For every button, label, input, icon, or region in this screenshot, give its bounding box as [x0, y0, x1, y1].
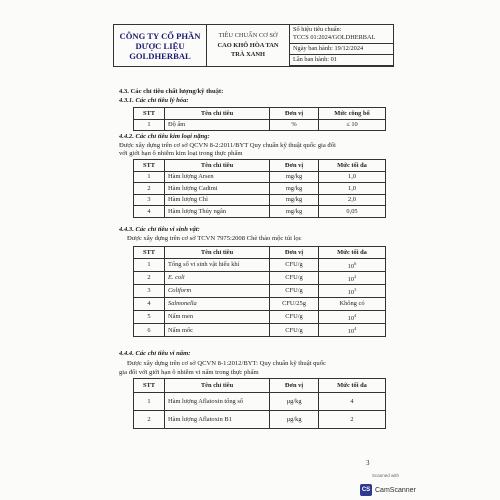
camscanner-logo-icon: CS: [360, 484, 372, 496]
table-row: 4 Hàm lượng Thủy ngân mg/kg 0,05: [134, 206, 386, 218]
table-header-row: STT Tên chỉ tiêu Đơn vị Mức tối đa: [134, 379, 386, 393]
microbiology-table: [133, 246, 386, 337]
table-row: 1 Hàm lượng Arsen mg/kg 1,0: [134, 171, 386, 183]
table-row: 4 Salmonella CFU/25g Không có: [134, 297, 386, 310]
document-title: TIÊU CHUẨN CƠ SỞ CAO KHÔ HÒA TAN TRÀ XANH: [207, 25, 290, 67]
table-row: 6 Nấm mốc CFU/g $10^4$: [134, 324, 386, 337]
table-header-row: STT Tên chỉ tiêu Đơn vị Mức công bố: [134, 108, 386, 120]
physicochemical-table: [133, 107, 386, 131]
section-4-4-3-paragraph: Được xây dựng trên cơ sở TCVN 7975:2008 Chè thảo mộc túi lọc: [127, 235, 302, 242]
section-4-4-4-heading: 4.4.4. Các chỉ tiêu vi nấm:: [119, 350, 191, 357]
section-4-4-4-paragraph: Được xây dựng trên cơ sở QCVN 8-1:2012/BYT: Quy chuẩn kỹ thuật quốc: [127, 360, 326, 367]
table-header-row: STT Tên chỉ tiêu Đơn vị Mức tối đa: [134, 247, 386, 259]
table-row: 2 Hàm lượng Cadimi mg/kg 1,0: [134, 183, 386, 195]
issue-date: Ngày ban hành: 19/12/2024: [290, 44, 394, 55]
section-4-4-2-paragraph: với giới hạn ô nhiễm kim loại trong thực phẩm: [119, 150, 243, 157]
section-4-4-2-paragraph: Được xây dựng trên cơ sở QCVN 8-2:2011/BYT Quy chuẩn kỹ thuật quốc gia đối: [119, 142, 336, 149]
table-row: 5 Nấm men CFU/g $10^4$: [134, 310, 386, 323]
document-header: [113, 24, 394, 67]
section-4-3-1-heading: 4.3.1. Các chỉ tiêu lý hóa:: [119, 97, 189, 104]
table-row: 1 Tổng số vi sinh vật hiếu khí CFU/g $10^6$: [134, 258, 386, 271]
table-row: 2 Hàm lượng Aflatoxin B1 µg/kg 2: [134, 411, 386, 429]
section-4-4-4-paragraph: gia đối với giới hạn ô nhiễm vi nấm trong thực phẩm: [119, 369, 259, 376]
issue-number: Lần ban hành: 01: [290, 55, 394, 66]
standard-code: Số hiệu tiêu chuẩn: TCCS 01:2024/GOLDHERBAL: [290, 25, 394, 44]
table-row: 1 Hàm lượng Aflatoxin tổng số µg/kg 4: [134, 393, 386, 411]
table-row: 3 Coliform CFU/g $10^3$: [134, 284, 386, 297]
page-number: 3: [366, 459, 370, 467]
heavy-metals-table: [133, 159, 386, 218]
section-4-4-3-heading: 4.4.3. Các chỉ tiêu vi sinh vật:: [119, 226, 200, 233]
mycotoxin-table: [133, 378, 386, 429]
section-4-3-heading: 4.3. Các chỉ tiêu chất lượng/kỹ thuật:: [119, 88, 224, 95]
table-row: 2 E. coli CFU/g $10^2$: [134, 271, 386, 284]
table-header-row: STT Tên chỉ tiêu Đơn vị Mức tối đa: [134, 160, 386, 172]
section-4-4-2-heading: 4.4.2. Các chỉ tiêu kim loại nặng:: [119, 133, 210, 140]
table-row: 3 Hàm lượng Chì mg/kg 2,0: [134, 194, 386, 206]
camscanner-watermark: Scanned with CS CamScanner: [360, 473, 416, 496]
table-row: 1 Độ ẩm % ≤ 10: [134, 119, 386, 131]
company-name: CÔNG TY CỔ PHẦN DƯỢC LIỆU GOLDHERBAL: [114, 25, 207, 67]
